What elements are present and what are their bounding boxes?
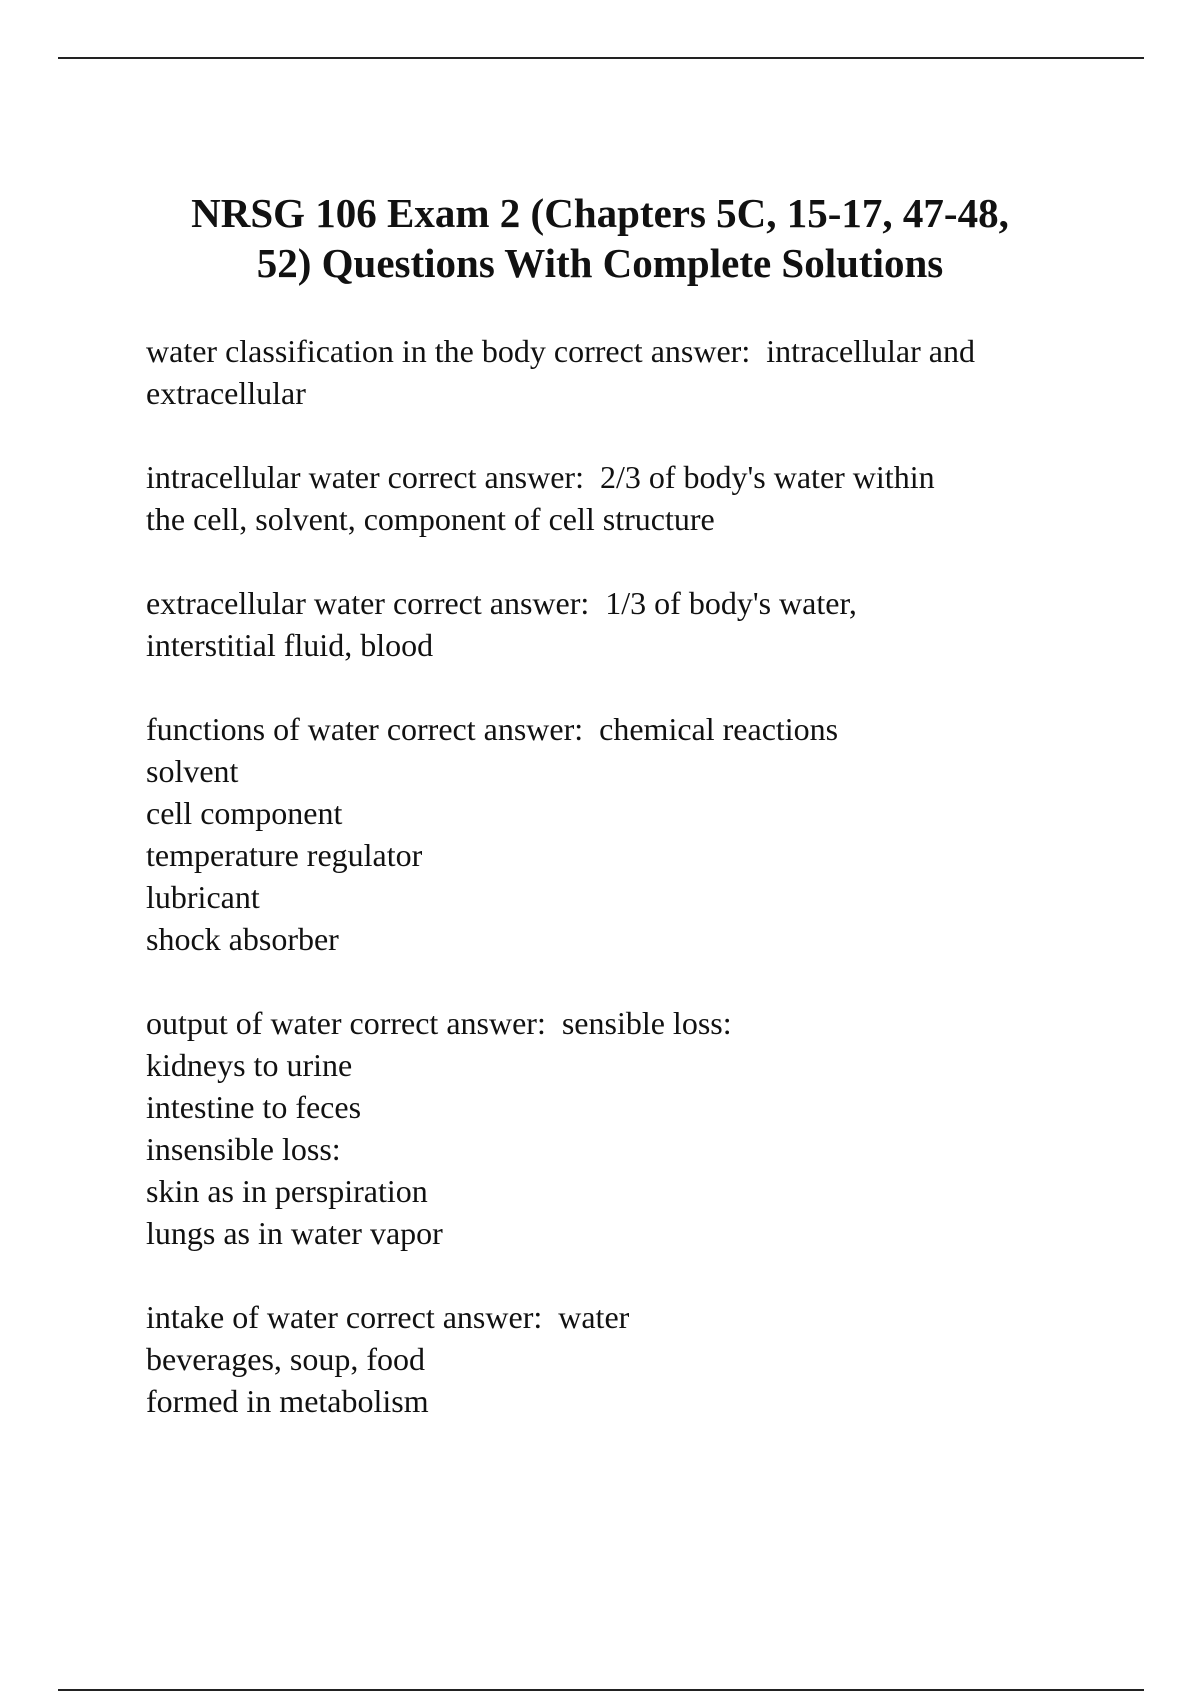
qa-line: intracellular water correct answer: 2/3 of body's water within	[146, 459, 935, 495]
qa-line: the cell, solvent, component of cell structure	[146, 501, 715, 537]
qa-line: formed in metabolism	[146, 1383, 429, 1419]
qa-entry-functions-of-water	[146, 708, 1106, 960]
qa-entry-water-classification	[146, 330, 1106, 414]
qa-line: insensible loss:	[146, 1131, 341, 1167]
title-line: NRSG 106 Exam 2 (Chapters 5C, 15-17, 47-48,	[191, 190, 1009, 236]
qa-entry-intake-of-water	[146, 1296, 1106, 1422]
qa-line: interstitial fluid, blood	[146, 627, 434, 663]
qa-line: functions of water correct answer: chemical reactions	[146, 711, 839, 747]
qa-line: skin as in perspiration	[146, 1173, 428, 1209]
qa-line: extracellular	[146, 375, 306, 411]
title-line: 52) Questions With Complete Solutions	[256, 240, 944, 286]
qa-line: temperature regulator	[146, 837, 423, 873]
qa-list	[146, 330, 1106, 1464]
qa-line: extracellular water correct answer: 1/3 of body's water,	[146, 585, 857, 621]
qa-line: lubricant	[146, 879, 260, 915]
page-title	[100, 188, 1100, 288]
qa-entry-intracellular-water	[146, 456, 1106, 540]
bottom-rule	[58, 1689, 1144, 1691]
qa-line: shock absorber	[146, 921, 339, 957]
top-rule	[58, 57, 1144, 59]
qa-line: beverages, soup, food	[146, 1341, 426, 1377]
qa-entry-extracellular-water	[146, 582, 1106, 666]
qa-line: solvent	[146, 753, 239, 789]
qa-entry-output-of-water	[146, 1002, 1106, 1254]
qa-line: kidneys to urine	[146, 1047, 353, 1083]
qa-line: cell component	[146, 795, 343, 831]
qa-line: intake of water correct answer: water	[146, 1299, 630, 1335]
qa-line: output of water correct answer: sensible loss:	[146, 1005, 732, 1041]
qa-line: lungs as in water vapor	[146, 1215, 443, 1251]
qa-line: intestine to feces	[146, 1089, 362, 1125]
qa-line: water classification in the body correct answer: intracellular and	[146, 333, 975, 369]
